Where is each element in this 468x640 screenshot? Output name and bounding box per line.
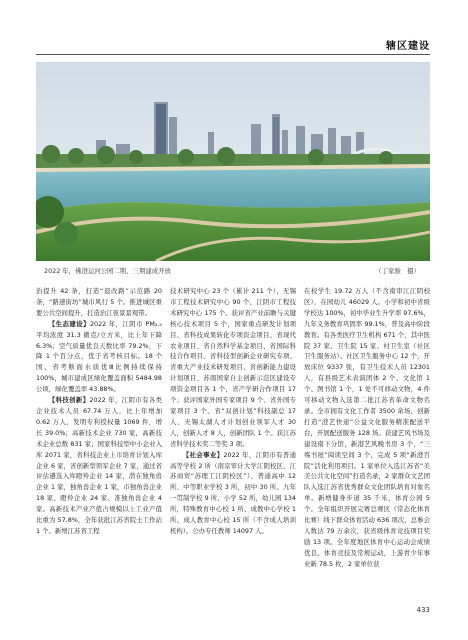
column-3 — [304, 286, 430, 614]
sci-text: 2022 年，江阴市有各类企业技术人员 67.74 万人，比上年增加 0.62 万人，发明专利授权量 1069 件，增长 39.0%；高新技术企业 730 家，高新技术企业总数 831 家；国家科技型中小企业入库 2071 家，省科技企业上市培育计划入库企业 6 家，省创新型领军企业 7 家，通过省评估遴选入库瞪羚企业 14 家，潜在独角兽企业 1 家，独角兽企业 1 家，市独角兽企业 18 家、瞪羚企业 24 家、准独角兽企业 4 家。高新技术产业产值占规模以上工业产值比重为 57.8%，全年获批江苏省院士工作站 1 个。新增江苏省工程 — [36, 396, 162, 535]
social-heading: 【社会事业】 — [182, 450, 224, 459]
page-header — [36, 36, 430, 55]
sci-heading: 【科技创新】 — [48, 396, 90, 405]
park-photo — [36, 62, 430, 261]
env-text: 2022 年，江阴市 PM₂.₅ 平均浓度 31.3 微克/立方米，比上年下降 6.3%；空气质量优良天数比率 79.2%，下降 1 个百分点，优于省考核目标。18 个国、省考断面水质优Ⅲ比例持续保持 100%，城市建成区绿化覆盖面积 5484.98 公顷，绿化覆盖率 43.88%。 — [36, 319, 162, 394]
caption-text: 2022 年，佛澄运河公园二期、三期建成开放 — [44, 267, 171, 275]
intro-paragraph: 治提升 42 条，打造“退改路”示范路 20 条，“路速街坊”城市风行 5 个。推进城区重要公共空间提升，打造治江夜景景观带。 — [36, 287, 162, 317]
social-text: 2022 年，江阴市有普通高等学校 2 所（南京审计大学江阴校区、江苏商贸“苏理工江阴校区”）、普通高中 12 所、中等职业学校 3 所，初中 30 所、九年一贯制学校 9 所、小学 52 所，幼儿园 134 所，特殊教育中心校 1 所、成教中心学校 1 所、成人教育中心校 15 所（不含成人培训机构）。公办专任教师 14097 人。 — [170, 450, 296, 535]
env-heading: 【生态建设】 — [48, 319, 90, 328]
sci-paragraph — [36, 395, 162, 537]
social-continued-paragraph: 在校学生 19.72 万人（不含南审江江阴校区），在园幼儿 46029 人。小学和初中省级学校达 100%，初中毕业生升学率 97.6%，九年义务教育巩固率 99.1%，普及高中阶段教育。有各类医疗卫生机构 671 个，其中医院 37 家、卫生院 15 家、村卫生室（社区卫生服务站）、社区卫生服务中心 12 个，开放床位 9337 张，有卫生技术人员 12301 人，有县级艺术表演团体 2 个、文化馆 1 个、图书馆 1 个，1 处不可移动文物，4 件可移动文物入选第二批江苏省革命文物名录。全市拥有文化工作者 3500 余场，创新打造“澄艺快递”公益文化服务精准配送平台，开展配送服务 128 场。获建艺风书场及建设南下分馆，新港艺风晚书房 3 个，“三殇书屋”阅读空间 3 个，完成 5 项“新澄百院”活化利用项目。1 家单位入选江苏省“美美公共文化空间”打造名录，2 家群众文艺团队入选江苏省优秀群众文化团队培育对象名单。新增健身步道 35 千米，体育公园 5 个。全年组织开展完赛总赛区（常态化体育比赛）线下群众体育活动 636 项次，总参会人数达 79 万余次，获省级体育竞技项目奖励 13 项。全年度地区体育中心运动会成绩优良。体育竞技及常规运动，上游青少年事业新 78.5 枚，2 家单位获 — [304, 287, 430, 568]
section-title: 辖区建设 — [386, 41, 430, 52]
column-1 — [36, 286, 162, 614]
sci-continued-paragraph: 技术研究中心 23 个（累计 211 个）、无锡市工程技术研究中心 90 个、江阴市工程技术研究中心 175 个。获评省产业前瞻与关键核心技术项目 5 个，国家重点研发计划项目、省科技成果转化专项资金项目、省现代农业项目、省自然科学基金项目、省国际科技合作项目、省科技型创新企业研究专项、省重大产业技术研发项目、省创新能力建设计划项目、苏南国家自主创新示范区建设专项资金项目各 1 个，省产学研合作项目 17 个；获评国家外国专家项目 9 个、省外国专家项目 3 个、省“双创计划”科技副总 17 人、无锡太湖人才计划创业领军人才 30 人，创新人才 8 人，创新团队 1 个。获江苏省科学技术奖二等奖 3 项。 — [170, 287, 296, 448]
photo-caption — [36, 266, 430, 278]
env-paragraph — [36, 319, 162, 395]
column-2 — [170, 286, 296, 614]
page-number: 433 — [416, 606, 430, 614]
social-paragraph — [170, 450, 296, 537]
article-body — [36, 286, 430, 614]
caption-credit: （丁家骏 摄） — [375, 267, 420, 275]
